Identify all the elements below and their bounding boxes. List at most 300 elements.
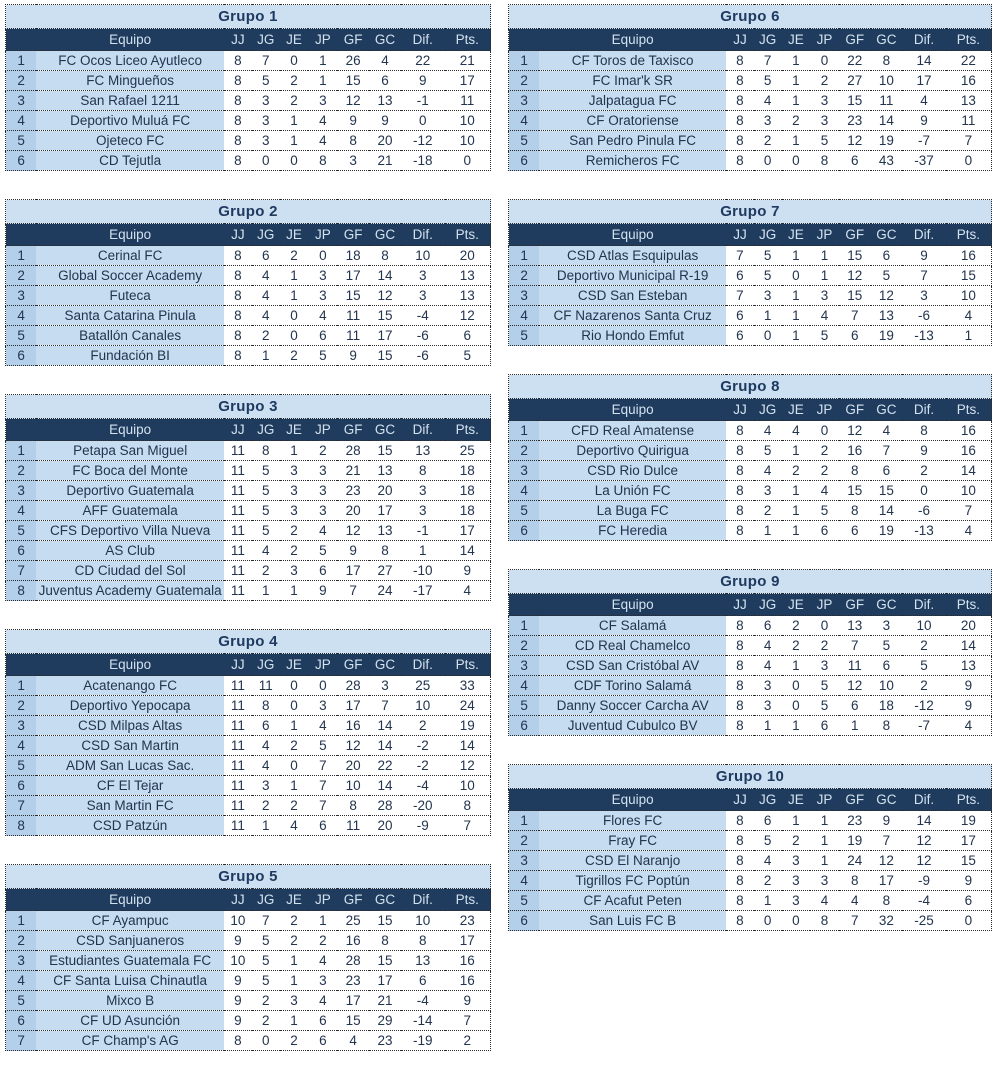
jg-header: JG [754, 594, 782, 616]
team-row [6, 696, 491, 716]
gc-cell: 17 [369, 971, 401, 991]
team-name: Santa Catarina Pinula [36, 306, 224, 326]
position-cell: 2 [6, 266, 37, 286]
je-cell: 1 [280, 951, 309, 971]
jj-cell: 8 [726, 131, 754, 151]
position-cell: 1 [509, 246, 540, 266]
group-title: Grupo 4 [6, 630, 491, 654]
gf-cell: 26 [337, 51, 369, 71]
position-cell: 7 [6, 561, 37, 581]
gf-cell: 22 [839, 51, 871, 71]
je-header: JE [782, 224, 811, 246]
jg-header: JG [754, 399, 782, 421]
jg-cell: 1 [754, 306, 782, 326]
gf-cell: 7 [337, 581, 369, 601]
team-row [509, 636, 992, 656]
jg-cell: 3 [252, 111, 280, 131]
team-row [509, 911, 992, 931]
gf-cell: 12 [337, 521, 369, 541]
gf-cell: 15 [839, 246, 871, 266]
position-header [509, 224, 540, 246]
jp-cell: 4 [308, 951, 337, 971]
jg-cell: 1 [754, 891, 782, 911]
gf-cell: 23 [337, 971, 369, 991]
jg-cell: 11 [252, 676, 280, 696]
gc-cell: 8 [369, 541, 401, 561]
jg-cell: 0 [754, 151, 782, 171]
group-table [5, 199, 491, 366]
jg-cell: 4 [754, 656, 782, 676]
team-row [509, 421, 992, 441]
dif-cell: -37 [902, 151, 946, 171]
pts-cell: 10 [445, 111, 491, 131]
gc-cell: 5 [871, 266, 903, 286]
position-cell: 6 [6, 541, 37, 561]
team-row [6, 346, 491, 366]
jp-cell: 7 [308, 776, 337, 796]
column-header-row [6, 29, 491, 51]
team-row [6, 971, 491, 991]
position-cell: 4 [509, 481, 540, 501]
dif-cell: 12 [902, 851, 946, 871]
jp-cell: 3 [308, 696, 337, 716]
je-cell: 1 [280, 1011, 309, 1031]
dif-header: Dif. [401, 29, 445, 51]
team-name: CSD Rio Dulce [539, 461, 726, 481]
jg-cell: 6 [252, 716, 280, 736]
jp-cell: 1 [308, 51, 337, 71]
group-table [508, 569, 992, 736]
gf-header: GF [337, 654, 369, 676]
gf-cell: 15 [839, 91, 871, 111]
jg-cell: 5 [754, 266, 782, 286]
team-row [509, 461, 992, 481]
position-cell: 4 [6, 736, 37, 756]
team-name: CF Santa Luisa Chinautla [36, 971, 224, 991]
jj-cell: 11 [224, 676, 252, 696]
jj-cell: 7 [726, 286, 754, 306]
team-name: La Buga FC [539, 501, 726, 521]
pts-header: Pts. [946, 399, 992, 421]
je-cell: 1 [280, 111, 309, 131]
je-cell: 2 [280, 796, 309, 816]
pts-cell: 11 [946, 111, 992, 131]
group-rows [509, 616, 992, 736]
jg-cell: 3 [754, 286, 782, 306]
gf-cell: 21 [337, 461, 369, 481]
jg-header: JG [754, 789, 782, 811]
gf-cell: 12 [337, 91, 369, 111]
gf-cell: 15 [337, 71, 369, 91]
je-cell: 3 [280, 991, 309, 1011]
je-cell: 0 [280, 696, 309, 716]
group-rows [6, 246, 491, 366]
jj-cell: 6 [726, 306, 754, 326]
gf-cell: 9 [337, 111, 369, 131]
team-row [509, 891, 992, 911]
jg-cell: 4 [252, 286, 280, 306]
position-cell: 2 [509, 266, 540, 286]
equipo-header: Equipo [539, 594, 726, 616]
dif-cell: 9 [902, 111, 946, 131]
team-row [6, 816, 491, 836]
team-name: CSD Milpas Altas [36, 716, 224, 736]
column-header-row [6, 419, 491, 441]
pts-cell: 8 [445, 796, 491, 816]
pts-cell: 16 [946, 71, 992, 91]
team-row [509, 851, 992, 871]
jp-cell: 3 [308, 501, 337, 521]
pts-cell: 21 [445, 51, 491, 71]
pts-cell: 0 [946, 151, 992, 171]
group-table [5, 864, 491, 1051]
position-cell: 7 [6, 1031, 37, 1051]
position-cell: 5 [509, 326, 540, 346]
team-name: AFF Guatemala [36, 501, 224, 521]
gc-header: GC [369, 654, 401, 676]
jj-cell: 8 [726, 696, 754, 716]
jj-cell: 8 [726, 441, 754, 461]
gf-cell: 16 [337, 931, 369, 951]
position-cell: 6 [6, 1011, 37, 1031]
team-row [509, 811, 992, 831]
dif-cell: -6 [902, 306, 946, 326]
gf-cell: 28 [337, 441, 369, 461]
group-title: Grupo 3 [6, 395, 491, 419]
je-cell: 2 [280, 246, 309, 266]
dif-cell: 2 [902, 676, 946, 696]
position-cell: 6 [509, 151, 540, 171]
gc-cell: 22 [369, 756, 401, 776]
dif-cell: 8 [401, 931, 445, 951]
dif-cell: 10 [902, 616, 946, 636]
jg-cell: 2 [252, 796, 280, 816]
pts-cell: 9 [445, 991, 491, 1011]
je-cell: 1 [782, 481, 811, 501]
dif-cell: 10 [401, 911, 445, 931]
equipo-header: Equipo [539, 399, 726, 421]
gf-cell: 12 [839, 266, 871, 286]
jj-cell: 8 [224, 1031, 252, 1051]
gc-cell: 15 [369, 441, 401, 461]
je-cell: 0 [280, 151, 309, 171]
dif-cell: 3 [401, 286, 445, 306]
jj-cell: 8 [726, 521, 754, 541]
team-name: Deportivo Guatemala [36, 481, 224, 501]
team-name: La Unión FC [539, 481, 726, 501]
dif-cell: -9 [401, 816, 445, 836]
team-name: CF UD Asunción [36, 1011, 224, 1031]
jj-cell: 8 [726, 831, 754, 851]
team-name: CF Nazarenos Santa Cruz [539, 306, 726, 326]
je-cell: 1 [280, 286, 309, 306]
dif-header: Dif. [902, 594, 946, 616]
jg-cell: 2 [252, 561, 280, 581]
gc-cell: 20 [369, 816, 401, 836]
jp-cell: 2 [810, 71, 839, 91]
jp-cell: 4 [810, 306, 839, 326]
gf-header: GF [337, 29, 369, 51]
dif-header: Dif. [401, 224, 445, 246]
jp-cell: 0 [810, 616, 839, 636]
jp-cell: 3 [308, 286, 337, 306]
gf-cell: 15 [839, 481, 871, 501]
je-cell: 2 [782, 616, 811, 636]
team-name: FC Mingueños [36, 71, 224, 91]
jj-cell: 10 [224, 951, 252, 971]
equipo-header: Equipo [36, 419, 224, 441]
gf-cell: 4 [337, 1031, 369, 1051]
team-name: CSD El Naranjo [539, 851, 726, 871]
gf-cell: 10 [337, 776, 369, 796]
jj-cell: 8 [224, 246, 252, 266]
gf-cell: 15 [839, 286, 871, 306]
je-cell: 2 [782, 636, 811, 656]
position-header [6, 419, 37, 441]
jj-cell: 8 [726, 716, 754, 736]
team-row [6, 1031, 491, 1051]
je-cell: 1 [782, 441, 811, 461]
jg-cell: 5 [754, 441, 782, 461]
pts-cell: 9 [946, 696, 992, 716]
jg-cell: 4 [252, 541, 280, 561]
gc-cell: 4 [871, 421, 903, 441]
jg-cell: 3 [252, 776, 280, 796]
gf-cell: 17 [337, 561, 369, 581]
jj-cell: 8 [726, 811, 754, 831]
jj-cell: 8 [224, 111, 252, 131]
jj-cell: 8 [224, 131, 252, 151]
team-row [6, 51, 491, 71]
team-row [509, 831, 992, 851]
jg-header: JG [252, 889, 280, 911]
team-row [509, 656, 992, 676]
je-cell: 1 [782, 811, 811, 831]
jp-header: JP [810, 789, 839, 811]
jg-header: JG [252, 29, 280, 51]
equipo-header: Equipo [36, 29, 224, 51]
gc-cell: 24 [369, 581, 401, 601]
position-cell: 4 [509, 676, 540, 696]
position-cell: 5 [509, 501, 540, 521]
gc-cell: 9 [871, 811, 903, 831]
team-name: CDF Torino Salamá [539, 676, 726, 696]
gf-cell: 12 [839, 676, 871, 696]
jg-cell: 0 [754, 326, 782, 346]
jp-cell: 2 [308, 931, 337, 951]
dif-cell: -4 [401, 991, 445, 1011]
gc-cell: 23 [369, 1031, 401, 1051]
gf-cell: 28 [337, 676, 369, 696]
je-cell: 3 [280, 501, 309, 521]
dif-header: Dif. [401, 654, 445, 676]
position-cell: 8 [6, 816, 37, 836]
team-name: Mixco B [36, 991, 224, 1011]
column-header-row [6, 224, 491, 246]
pts-cell: 13 [946, 91, 992, 111]
team-row [6, 481, 491, 501]
jj-cell: 11 [224, 581, 252, 601]
dif-cell: -2 [401, 736, 445, 756]
pts-cell: 16 [946, 246, 992, 266]
je-cell: 3 [782, 891, 811, 911]
gc-cell: 15 [369, 306, 401, 326]
dif-cell: 0 [401, 111, 445, 131]
gf-cell: 9 [337, 541, 369, 561]
gf-cell: 11 [337, 306, 369, 326]
position-cell: 4 [6, 501, 37, 521]
team-row [509, 151, 992, 171]
gf-cell: 23 [839, 811, 871, 831]
jp-cell: 7 [308, 796, 337, 816]
pts-cell: 9 [445, 561, 491, 581]
position-cell: 3 [6, 91, 37, 111]
pts-cell: 15 [946, 851, 992, 871]
team-name: CF Ayampuc [36, 911, 224, 931]
position-cell: 4 [6, 306, 37, 326]
pts-header: Pts. [445, 224, 491, 246]
jg-cell: 3 [754, 481, 782, 501]
gf-header: GF [839, 29, 871, 51]
gf-cell: 8 [337, 796, 369, 816]
dif-cell: 4 [902, 91, 946, 111]
gc-header: GC [369, 29, 401, 51]
team-row [6, 521, 491, 541]
group-rows [6, 441, 491, 601]
gc-cell: 14 [369, 736, 401, 756]
je-cell: 1 [782, 246, 811, 266]
dif-header: Dif. [902, 29, 946, 51]
position-cell: 5 [6, 756, 37, 776]
team-name: Deportivo Yepocapa [36, 696, 224, 716]
team-name: CSD Sanjuaneros [36, 931, 224, 951]
gf-cell: 15 [337, 1011, 369, 1031]
jg-cell: 6 [754, 616, 782, 636]
jp-cell: 0 [810, 51, 839, 71]
team-row [6, 541, 491, 561]
group-title-row [6, 395, 491, 419]
gc-cell: 6 [871, 246, 903, 266]
pts-header: Pts. [946, 29, 992, 51]
jp-cell: 4 [308, 306, 337, 326]
je-header: JE [782, 789, 811, 811]
jg-cell: 2 [754, 871, 782, 891]
jj-cell: 11 [224, 541, 252, 561]
pts-cell: 14 [946, 636, 992, 656]
pts-cell: 16 [445, 951, 491, 971]
group-title-row [509, 765, 992, 789]
jp-cell: 5 [810, 326, 839, 346]
team-name: FC Ocos Liceo Ayutleco [36, 51, 224, 71]
team-row [509, 696, 992, 716]
jg-header: JG [754, 224, 782, 246]
pts-cell: 12 [445, 306, 491, 326]
pts-cell: 23 [445, 911, 491, 931]
gf-header: GF [839, 594, 871, 616]
dif-cell: -14 [401, 1011, 445, 1031]
gc-cell: 3 [369, 676, 401, 696]
gf-header: GF [839, 399, 871, 421]
equipo-header: Equipo [539, 789, 726, 811]
gf-header: GF [337, 419, 369, 441]
position-header [509, 29, 540, 51]
jp-cell: 1 [810, 266, 839, 286]
jp-cell: 1 [810, 851, 839, 871]
jj-header: JJ [224, 224, 252, 246]
gc-cell: 12 [369, 286, 401, 306]
dif-cell: 9 [401, 71, 445, 91]
gc-cell: 6 [871, 461, 903, 481]
gf-cell: 12 [337, 736, 369, 756]
gc-cell: 7 [871, 441, 903, 461]
jg-cell: 3 [252, 91, 280, 111]
dif-cell: 8 [401, 461, 445, 481]
jp-cell: 6 [308, 561, 337, 581]
jp-cell: 2 [810, 441, 839, 461]
dif-cell: -13 [902, 521, 946, 541]
jp-cell: 4 [810, 481, 839, 501]
group-title-row [6, 200, 491, 224]
position-cell: 3 [509, 286, 540, 306]
gf-header: GF [337, 224, 369, 246]
gc-header: GC [871, 224, 903, 246]
pts-cell: 33 [445, 676, 491, 696]
jj-header: JJ [224, 29, 252, 51]
jp-cell: 6 [810, 521, 839, 541]
gc-cell: 8 [871, 716, 903, 736]
gc-cell: 17 [369, 501, 401, 521]
gc-cell: 32 [871, 911, 903, 931]
equipo-header: Equipo [36, 889, 224, 911]
team-row [6, 581, 491, 601]
jg-cell: 5 [252, 971, 280, 991]
equipo-header: Equipo [539, 224, 726, 246]
pts-cell: 6 [946, 891, 992, 911]
group-rows [509, 246, 992, 346]
jg-cell: 5 [252, 481, 280, 501]
gc-cell: 6 [871, 656, 903, 676]
gc-cell: 6 [369, 71, 401, 91]
jp-cell: 3 [308, 481, 337, 501]
jp-header: JP [308, 889, 337, 911]
gc-cell: 14 [871, 501, 903, 521]
gf-cell: 11 [337, 816, 369, 836]
je-cell: 1 [280, 776, 309, 796]
gc-cell: 12 [871, 851, 903, 871]
je-cell: 1 [280, 971, 309, 991]
pts-cell: 13 [445, 286, 491, 306]
jg-cell: 5 [754, 246, 782, 266]
gf-cell: 24 [839, 851, 871, 871]
pts-header: Pts. [445, 29, 491, 51]
je-cell: 1 [782, 521, 811, 541]
pts-cell: 16 [946, 421, 992, 441]
jg-cell: 1 [754, 521, 782, 541]
jg-cell: 5 [252, 71, 280, 91]
position-cell: 1 [6, 51, 37, 71]
je-cell: 1 [782, 71, 811, 91]
jj-cell: 8 [726, 676, 754, 696]
jp-header: JP [810, 594, 839, 616]
team-row [6, 776, 491, 796]
column-header-row [509, 789, 992, 811]
group-title: Grupo 5 [6, 865, 491, 889]
jp-header: JP [308, 224, 337, 246]
team-name: CSD San Martin [36, 736, 224, 756]
je-cell: 1 [782, 91, 811, 111]
dif-cell: -6 [902, 501, 946, 521]
gf-cell: 23 [337, 481, 369, 501]
